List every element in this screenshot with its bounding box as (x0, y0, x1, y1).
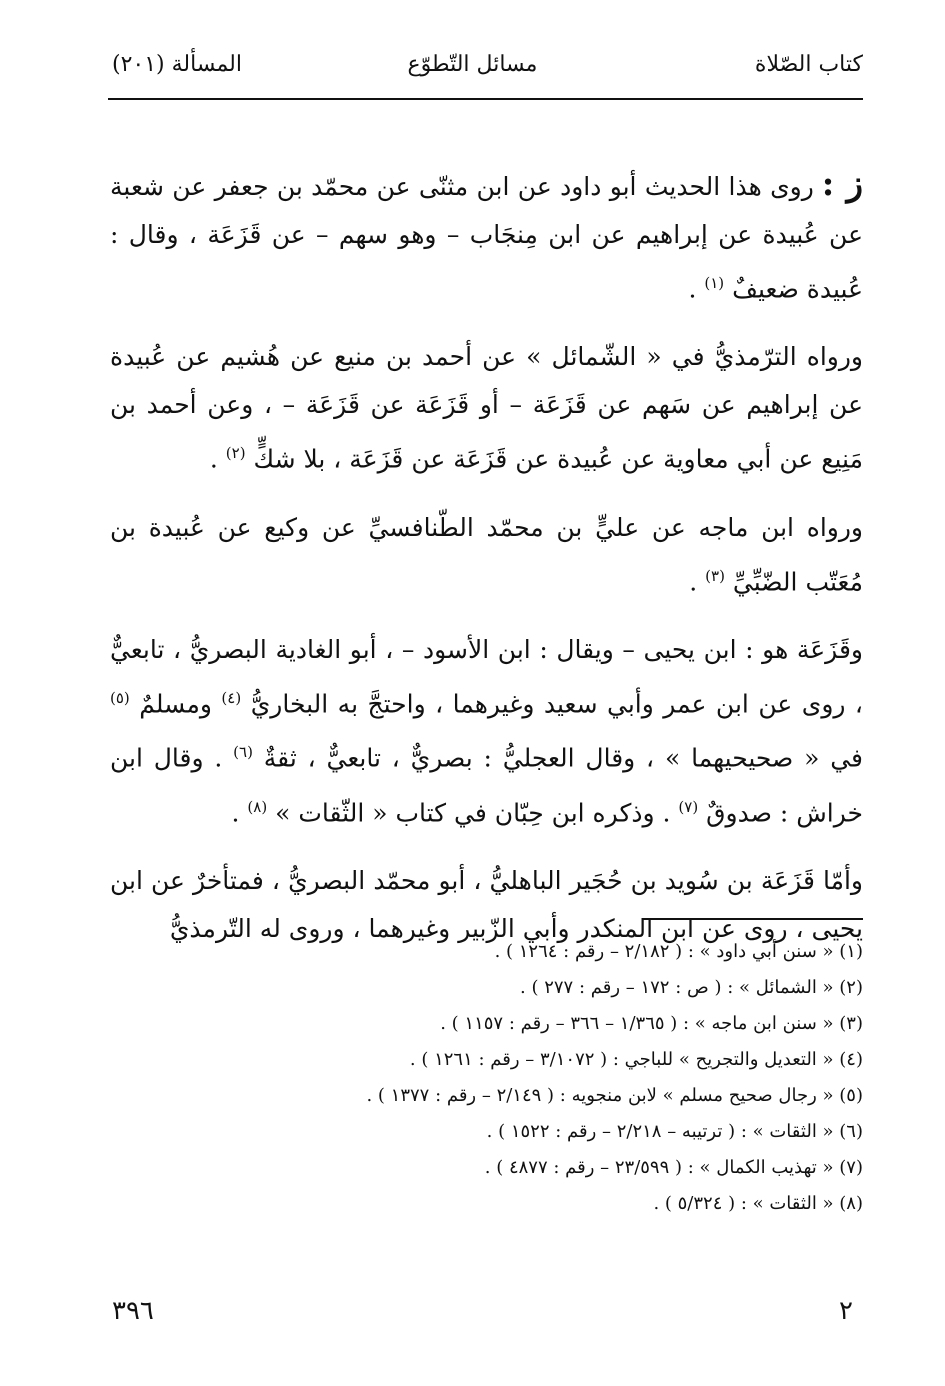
main-text (110, 160, 863, 973)
header-section-title: مسائل التّطوّع (407, 52, 538, 77)
paragraph (110, 333, 863, 483)
paragraph-text: ورواه ابن ماجه عن عليٍّ بن محمّد الطّنافسيِّ عن وكيع عن عُبيدة بن مُعَتّب الضّبِّيِّ (110, 512, 863, 596)
footnote-ref[interactable]: (٥) (110, 688, 130, 707)
footnote: (١) « سنن أبي داود » : ( ٢/١٨٢ – رقم : ١٢٦٤ ) . (494, 941, 863, 962)
paragraph-text: . وذكره ابن حِبّان في كتاب « الثّقات » (275, 797, 679, 827)
footnote: (٤) « التعديل والتجريح » للباجي : ( ٣/١٠٧٢ – رقم : ١٢٦١ ) . (409, 1049, 863, 1070)
footnote: (٣) « سنن ابن ماجه » : ( ١/٣٦٥ – ٣٦٦ – رقم : ١١٥٧ ) . (440, 1013, 863, 1034)
footnote: (٦) « الثقات » : ( ترتيبه – ٢/٢١٨ – رقم : ١٥٢٢ ) . (486, 1121, 863, 1142)
volume-number: ٢ (839, 1296, 853, 1326)
paragraph (110, 626, 863, 837)
footnotes-list (180, 934, 863, 1222)
paragraph-end: . (231, 797, 248, 827)
footnote-ref[interactable]: (٦) (233, 743, 253, 762)
paragraph-text: ورواه الترّمذيُّ في « الشّمائل » عن أحمد بن منيع عن هُشيم عن عُبيدة عن إبراهيم عن سَهم عن قَزَعَة – أو قَزَعَة عن قَزَعَة – ، وعن أحمد بن مَنِيع عن أبي معاوية عن عُبيدة عن قَزَعَة عن قَزَعَة ، بلا شكٍّ (110, 342, 863, 474)
header-book-title: كتاب الصّلاة (754, 52, 863, 77)
footnote-ref[interactable]: (١) (704, 274, 725, 292)
footnote-ref[interactable]: (٣) (705, 566, 725, 585)
footnote: (٥) « رجال صحيح مسلم » لابن منجويه : ( ٢/١٤٩ – رقم : ١٣٧٧ ) . (366, 1085, 863, 1106)
paragraph (110, 160, 863, 313)
paragraph-end: . (209, 444, 226, 474)
paragraph-text: روى هذا الحديث أبو داود عن ابن مثنّى عن محمّد بن جعفر عن شعبة عن عُبيدة عن إبراهيم عن ابن مِنجَاب – وهو سهم – عن قَزَعَة ، وقال : عُبيدة ضعيفٌ (110, 172, 863, 304)
paragraph-text: في « صحيحيهما » ، وقال العجليُّ : بصريٌّ ، تابعيٌّ ، ثقةٌ (263, 743, 863, 773)
paragraph-text: وقَزَعَة هو : ابن يحيى – ويقال : ابن الأسود – ، أبو الغادية البصريُّ ، تابعيٌّ ، روى عن ابن عمر وأبي سعيد وغيرهما ، واحتجَّ به البخاريُّ (110, 634, 864, 719)
paragraph-marker: ز : (821, 164, 863, 204)
paragraph-text: . وقال ابن خراش : صدوقٌ (110, 743, 863, 827)
paragraph-end: . (689, 566, 706, 596)
paragraph-text: ومسلمٌ (139, 689, 222, 719)
footnote: (٢) « الشمائل » : ( ص : ١٧٢ – رقم : ٢٧٧ ) . (520, 977, 863, 998)
footnote: (٨) « الثقات » : ( ٥/٣٢٤ ) . (653, 1193, 863, 1214)
paragraph-end: . (688, 274, 705, 304)
header-issue-number: المسألة (٢٠١) (112, 52, 242, 77)
footnote-ref[interactable]: (٤) (221, 688, 242, 707)
footnote-ref[interactable]: (٨) (247, 797, 268, 816)
footnote-rule (642, 918, 863, 920)
paragraph (110, 504, 863, 606)
page-number: ٣٩٦ (112, 1296, 154, 1326)
footnote-ref[interactable]: (٧) (678, 797, 699, 816)
footnote: (٧) « تهذيب الكمال » : ( ٢٣/٥٩٩ – رقم : ٤٨٧٧ ) . (484, 1157, 863, 1178)
footnote-ref[interactable]: (٢) (225, 444, 246, 463)
header-rule (108, 98, 863, 100)
paragraph-text: وأمّا قَزَعَة بن سُويد بن حُجَير الباهليُّ ، أبو محمّد البصريُّ ، فمتأخرٌ عن ابن يحيى ، روى عن ابن المنكدر وأبي الزّبير وغيرهما ، وروى له التّرمذيُّ (110, 865, 863, 943)
